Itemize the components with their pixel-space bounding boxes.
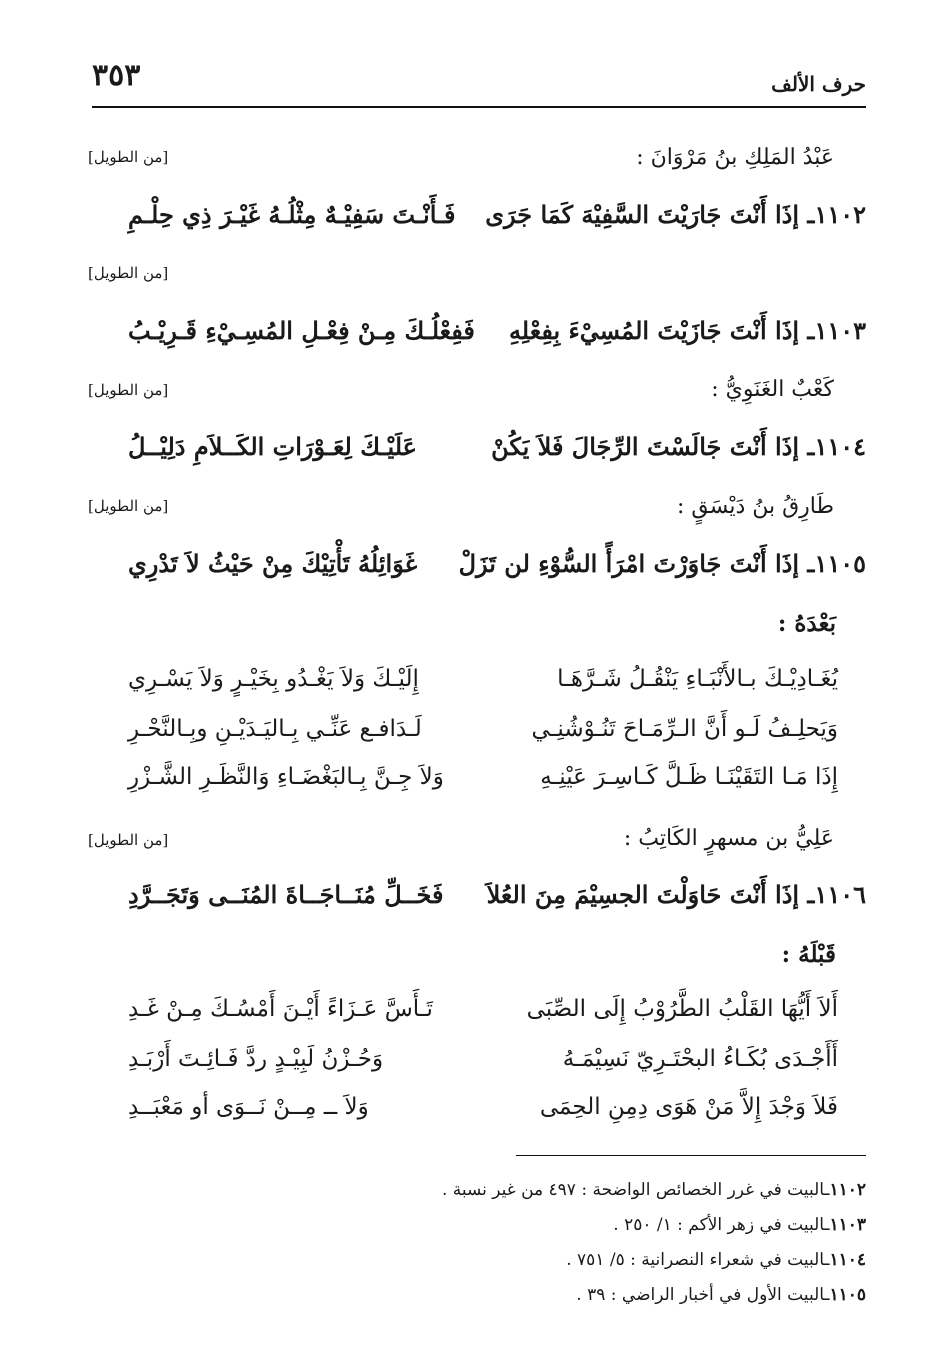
continuation-label: قَبْلَهُ :	[781, 941, 836, 968]
hemistich-text: إذَا أَنْتَ جَازَيْتَ المُسِيْءَ بِفِعْلِهِ	[508, 316, 800, 345]
verse-first-hemistich: ١١٠٣ـ إذَا أَنْتَ جَازَيْتَ المُسِيْءَ بِفِعْلِهِ	[508, 316, 866, 345]
footnote-number: ١١٠٤	[829, 1250, 866, 1270]
footnote-text: البيت في شعراء النصرانية : ٥/ ٧٥١ .	[566, 1250, 825, 1270]
footnote: ١١٠٥ـالبيت الأول في أخبار الراضي : ٣٩ .	[576, 1285, 866, 1305]
footnote-number: ١١٠٢	[829, 1180, 866, 1200]
verse-first-hemistich: وَيَحلِـفُ لَـو أَنَّ الـرِّمَـاحَ تَنُـوْشُنِـي	[531, 716, 838, 742]
running-title: حرف الألف	[771, 72, 866, 96]
verse-first-hemistich: إِذَا مَـا التَقَيْنَـا ظَـلَّ كَـاسِـرَ عَيْنِـهِ	[540, 764, 838, 790]
meter-label: [من الطويل]	[88, 148, 169, 166]
meter-label: [من الطويل]	[88, 497, 169, 515]
poet-name: كَعْبٌ الغَنَوِيُّ :	[711, 377, 834, 402]
verse-second-hemistich: وَلاَ جِـنَّ بِـالبَغْضَـاءِ وَالنَّظَـرِ الشَّـزْرِ	[128, 764, 444, 790]
verse-number: ١١٠٤	[814, 432, 866, 461]
verse-second-hemistich: تَـأَسَّ عَـزَاءً أَيْـنَ أَمْسُـكَ مِـنْ غَـدِ	[128, 996, 433, 1022]
footnote: ١١٠٢ـالبيت في غرر الخصائص الواضحة : ٤٩٧ من غير نسبة .	[441, 1180, 866, 1200]
verse-second-hemistich: فَفِعْلُـكَ مِـنْ فِعْـلِ المُسِـيْءِ قَـرِيْـبُ	[128, 316, 475, 345]
verse-first-hemistich: أَأَجْـدَى بُكَـاءُ البحْتَـرِيّ نَسِيْمَـهُ	[562, 1046, 838, 1072]
verse-first-hemistich: أَلاَ أَيُّهَا القَلْبُ الطَّرُوْبُ إِلَى الصِّبَى	[526, 996, 838, 1022]
hemistich-text: إذَا أَنْتَ جَارَيْتَ السَّفِيْهَ كَمَا جَرَى	[485, 200, 800, 229]
poet-name: عَلِيُّ بن مسهرٍ الكَاتِبُ :	[623, 826, 834, 851]
verse-first-hemistich: ١١٠٥ـ إذَا أَنْتَ جَاوَرْتَ امْرَأً السُّوْءِ لن تَزَلْ	[458, 549, 866, 578]
verse-first-hemistich: يُغَـادِيْـكَ بـالأَنْبَـاءِ يَنْقُـلُ شَـرَّهَـا	[557, 666, 838, 692]
continuation-label: بَعْدَهُ :	[777, 610, 836, 637]
verse-number: ١١٠٣	[814, 316, 866, 345]
footnote-rule	[516, 1155, 866, 1156]
verse-number: ١١٠٦	[814, 880, 866, 909]
hemistich-text: إذَا أَنْتَ جَاوَرْتَ امْرَأً السُّوْءِ لن تَزَلْ	[458, 549, 800, 578]
meter-label: [من الطويل]	[88, 381, 169, 399]
footnote-text: البيت الأول في أخبار الراضي : ٣٩ .	[576, 1285, 825, 1305]
verse-second-hemistich: لَـدَافـع عَنِّـي بِـاليَـدَيْـنِ وبِـالنَّحْـرِ	[128, 716, 422, 742]
verse-first-hemistich: ١١٠٦ـ إذَا أَنْتَ حَاوَلْتَ الجسِيْمَ مِنَ العُلاَ	[486, 880, 866, 909]
page-number: ٣٥٣	[92, 58, 141, 93]
verse-second-hemistich: إِلَيْـكَ وَلاَ يَغْـدُو بِخَيْـرٍ وَلاَ يَسْـرِي	[128, 666, 419, 692]
verse-second-hemistich: وَحُـزْنُ لَبِيْـدٍ ردَّ فَـائِـتَ أَرْبَـدِ	[128, 1046, 384, 1072]
verse-number: ١١٠٢	[814, 200, 866, 229]
page-header	[92, 58, 866, 98]
verse-first-hemistich: فَلاَ وَجْدَ إِلاَّ مَنْ هَوَى دِمِنِ الحِمَى	[539, 1094, 838, 1120]
poet-name: عَبْدُ المَلِكِ بنُ مَرْوَانَ :	[636, 145, 834, 170]
hemistich-text: إذَا أَنْتَ جَالَسْتَ الرِّجَالَ فَلاَ يَكُنْ	[491, 432, 800, 461]
verse-number: ١١٠٥	[814, 549, 866, 578]
footnote-number: ١١٠٣	[829, 1215, 866, 1235]
header-rule	[92, 106, 866, 108]
footnote: ١١٠٣ـالبيت في زهر الأكم : ١/ ٢٥٠ .	[613, 1215, 866, 1235]
verse-second-hemistich: وَلاَ ــ مِــنْ نَــوَى أو مَعْبَــدِ	[128, 1094, 369, 1120]
verse-first-hemistich: ١١٠٤ـ إذَا أَنْتَ جَالَسْتَ الرِّجَالَ فَلاَ يَكُنْ	[491, 432, 866, 461]
hemistich-text: إذَا أَنْتَ حَاوَلْتَ الجسِيْمَ مِنَ العُلاَ	[486, 880, 800, 909]
footnote-text: البيت في غرر الخصائص الواضحة : ٤٩٧ من غير نسبة .	[441, 1180, 825, 1200]
verse-second-hemistich: عَلَيْـكَ لِعَـوْرَاتِ الكَــلاَمِ دَلِيْــلُ	[128, 432, 417, 461]
verse-second-hemistich: غَوَائِلُهُ تَأْتِيْكَ مِنْ حَيْثُ لاَ تَدْرِي	[128, 549, 418, 578]
meter-label: [من الطويل]	[88, 264, 169, 282]
footnote-number: ١١٠٥	[829, 1285, 866, 1305]
meter-label: [من الطويل]	[88, 831, 169, 849]
poet-name: طَارِقُ بنُ دَيْسَقٍ :	[676, 494, 834, 519]
footnote: ١١٠٤ـالبيت في شعراء النصرانية : ٥/ ٧٥١ .	[566, 1250, 866, 1270]
verse-second-hemistich: فَخَــلِّ مُنَــاجَــاةَ المُنَــى وَتَجَــرَّدِ	[128, 880, 444, 909]
verse-second-hemistich: فَـأَنْـتَ سَفِيْـهٌ مِثْلُـهُ غَيْـرَ ذِي حِلْـمِ	[128, 200, 456, 229]
verse-first-hemistich: ١١٠٢ـ إذَا أَنْتَ جَارَيْتَ السَّفِيْهَ كَمَا جَرَى	[485, 200, 866, 229]
footnote-text: البيت في زهر الأكم : ١/ ٢٥٠ .	[613, 1215, 825, 1235]
